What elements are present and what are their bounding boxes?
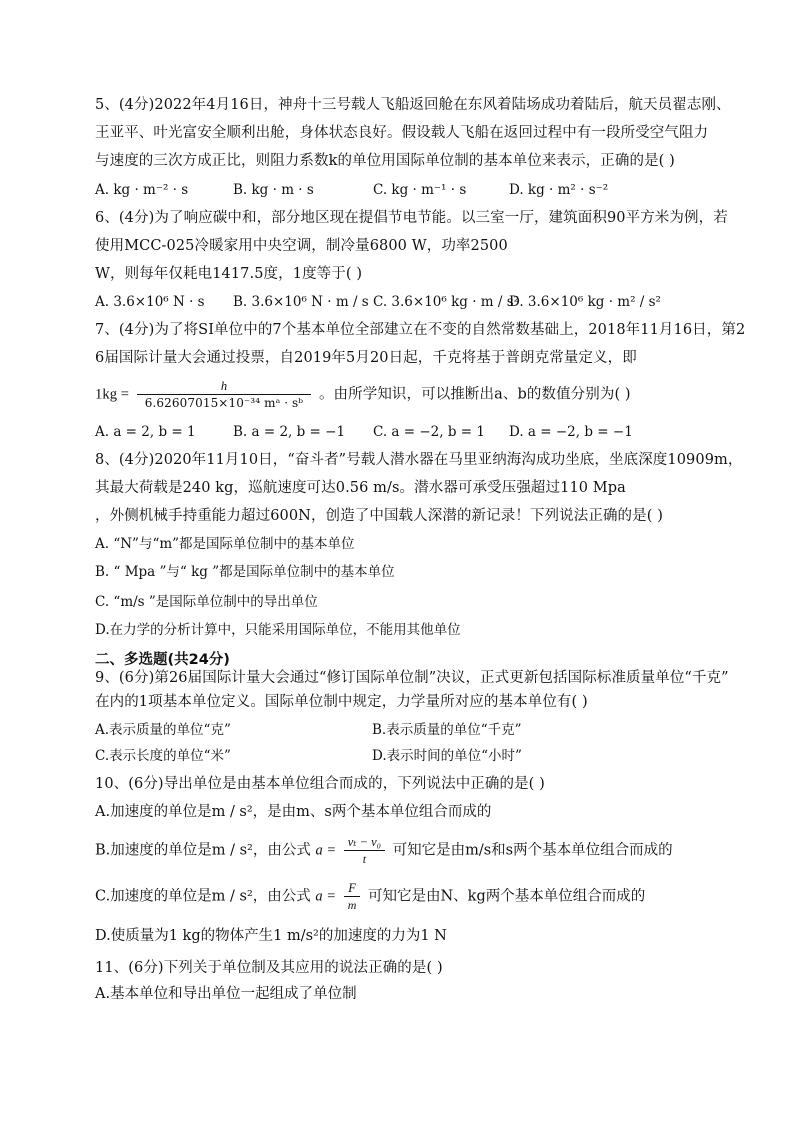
q10-option-c-suffix: 可知它是由N、kg两个基本单位组合而成的 xyxy=(367,888,646,905)
q6-line-1: 6、(4分)为了响应碳中和，部分地区现在提倡节电节能。以三室一厅，建筑面积90平方米为例，若 xyxy=(95,210,728,226)
q5-option-c[interactable]: C. kg · m⁻¹ · s xyxy=(373,182,467,198)
q7-formula-denominator: 6.62607015×10⁻³⁴ mᵃ · sᵇ xyxy=(137,394,311,411)
q10-option-b-fraction xyxy=(344,834,385,867)
q11-option-a[interactable]: A.基本单位和导出单位一起组成了单位制 xyxy=(95,986,357,1002)
q9-line-1: 9、(6分)第26届国际计量大会通过“修订国际单位制”决议，正式更新包括国际标准质量单位“千克” xyxy=(95,670,729,686)
q10-option-b-numerator: vₜ − v₀ xyxy=(347,835,381,849)
q10-option-d[interactable]: D.使质量为1 kg的物体产生1 m/s²的加速度的力为1 N xyxy=(95,928,447,944)
q6-line-2: 使用MCC-025冷暖家用中央空调，制冷量6800 W，功率2500 xyxy=(95,238,508,254)
q10-option-c-prefix: C.加速度的单位是m / s²，由公式 xyxy=(95,888,311,905)
q7-option-a[interactable]: A. a = 2, b = 1 xyxy=(95,424,196,440)
q10-line-1: 10、(6分)导出单位是由基本单位组合而成的，下列说法中正确的是( ) xyxy=(95,776,545,792)
q10-option-c-numerator: F xyxy=(348,881,356,895)
q7-option-c[interactable]: C. a = −2, b = 1 xyxy=(373,424,485,440)
q8-line-2: 其最大荷载是240 kg，巡航速度可达0.56 m/s。潜水器可承受压强超过110 Mpa xyxy=(95,480,626,496)
q9-option-b[interactable]: B.表示质量的单位“千克” xyxy=(372,722,522,738)
q5-line-3: 与速度的三次方成正比，则阻力系数k的单位用国际单位制的基本单位来表示，正确的是( ) xyxy=(95,153,675,169)
q8-option-b[interactable]: B. “ Mpa ”与“ kg ”都是国际单位制中的基本单位 xyxy=(95,564,395,580)
q5-option-d[interactable]: D. kg · m² · s⁻² xyxy=(509,182,609,198)
q7-line-3-rest: 。由所学知识，可以推断出a、b的数值分别为( ) xyxy=(318,386,631,403)
q7-formula-fraction xyxy=(137,378,311,411)
q10-option-b-suffix: 可知它是由m/s和s两个基本单位组合而成的 xyxy=(392,842,673,859)
q7-formula-numerator: h xyxy=(220,379,228,393)
q10-option-b-denominator: t xyxy=(344,850,385,867)
q6-option-a[interactable]: A. 3.6×10⁶ N · s xyxy=(95,294,205,310)
q10-option-c-fraction xyxy=(344,880,361,913)
q6-option-b[interactable]: B. 3.6×10⁶ N · m / s xyxy=(233,294,369,310)
section-heading-multiple-choice: 二、多选题(共24分) xyxy=(95,652,230,668)
q6-option-d[interactable]: D. 3.6×10⁶ kg · m² / s² xyxy=(509,294,661,310)
q9-option-a[interactable]: A.表示质量的单位“克” xyxy=(95,722,231,738)
q10-option-c[interactable] xyxy=(95,880,645,913)
q9-line-2: 在内的1项基本单位定义。国际单位制中规定，力学量所对应的基本单位有( ) xyxy=(95,694,588,710)
q7-option-b[interactable]: B. a = 2, b = −1 xyxy=(233,424,346,440)
q8-line-1: 8、(4分)2020年11月10日，“奋斗者”号载人潜水器在马里亚纳海沟成功坐底，坐底深度10909m， xyxy=(95,452,743,468)
q6-option-c[interactable]: C. 3.6×10⁶ kg · m / s² xyxy=(373,294,520,310)
q8-option-a[interactable]: A. “N”与“m”都是国际单位制中的基本单位 xyxy=(95,536,355,552)
q10-option-a[interactable]: A.加速度的单位是m / s²，是由m、s两个基本单位组合而成的 xyxy=(95,804,492,820)
q8-option-c[interactable]: C. “m/s ”是国际单位制中的导出单位 xyxy=(95,594,318,610)
q10-option-c-lhs: a = xyxy=(315,888,337,905)
q7-formula-line xyxy=(95,378,631,411)
q7-line-1: 7、(4分)为了将SI单位中的7个基本单位全部建立在不变的自然常数基础上，2018年11月16日，第2 xyxy=(95,322,746,338)
q10-option-c-denominator: m xyxy=(344,896,361,913)
q8-option-d[interactable]: D.在力学的分析计算中，只能采用国际单位，不能用其他单位 xyxy=(95,622,461,638)
q9-option-c[interactable]: C.表示长度的单位“米” xyxy=(95,748,231,764)
q9-option-d[interactable]: D.表示时间的单位“小时” xyxy=(372,748,522,764)
q10-option-b-lhs: a = xyxy=(315,842,337,859)
q5-line-2: 王亚平、叶光富安全顺利出舱，身体状态良好。假设载人飞船在返回过程中有一段所受空气阻力 xyxy=(95,125,709,141)
q11-line-1: 11、(6分)下列关于单位制及其应用的说法正确的是( ) xyxy=(95,960,443,976)
q5-option-a[interactable]: A. kg · m⁻² · s xyxy=(95,182,189,198)
q7-line-2: 6届国际计量大会通过投票，自2019年5月20日起，千克将基于普朗克常量定义，即 xyxy=(95,350,637,366)
q7-option-d[interactable]: D. a = −2, b = −1 xyxy=(509,424,633,440)
q6-line-3: W，则每年仅耗电1417.5度，1度等于( ) xyxy=(95,266,363,282)
q5-line-1: 5、(4分)2022年4月16日，神舟十三号载人飞船返回舱在东风着陆场成功着陆后，航天员翟志刚、 xyxy=(95,97,731,113)
q7-formula-lhs: 1kg = xyxy=(95,386,130,403)
q10-option-b[interactable] xyxy=(95,834,673,867)
q8-line-3: ，外侧机械手持重能力超过600N，创造了中国载人深潜的新记录！下列说法正确的是( ) xyxy=(95,508,663,524)
q10-option-b-prefix: B.加速度的单位是m / s²，由公式 xyxy=(95,842,311,859)
q5-option-b[interactable]: B. kg · m · s xyxy=(233,182,314,198)
